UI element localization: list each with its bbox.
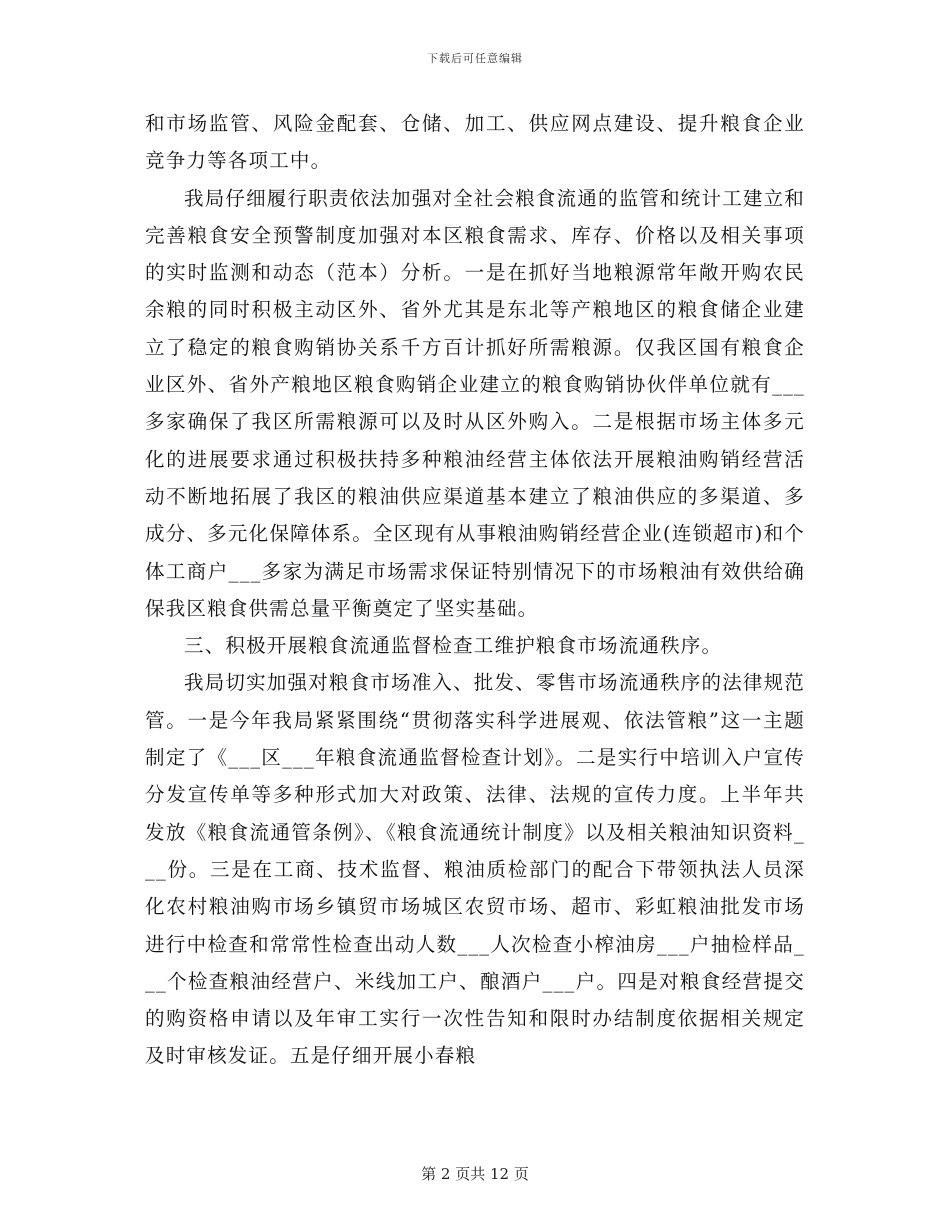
paragraph-continuation: 和市场监管、风险金配套、仓储、加工、供应网点建设、提升粮食企业竞争力等各项工中。 xyxy=(145,112,805,173)
document-body xyxy=(145,105,805,1075)
paragraph-market-regulation: 我局切实加强对粮食市场准入、批发、零售市场流通秩序的法律规范管。一是今年我局紧紧围绕“贯彻落实科学进展观、依法管粮”这一主题制定了《___区___年粮食流通监督检查计划》。二是实行中培训入户宣传分发宣传单等多种形式加大对政策、法律、法规的宣传力度。上半年共发放《粮食流通管条例》、《粮食流通统计制度》以及相关粮油知识资料___份。三是在工商、技术监督、粮油质检部门的配合下带领执法人员深化农村粮油购市场乡镇贸市场城区农贸市场、超市、彩虹粮油批发市场进行中检查和常常性检查出动人数___人次检查小榨油房___户抽检样品___个检查粮油经营户、米线加工户、酿酒户___户。四是对粮食经营提交的购资格申请以及年审工实行一次性告知和限时办结制度依据相关规定及时审核发证。五是仔细开展小春粮 xyxy=(145,671,806,1068)
section-heading-three: 三、积极开展粮食流通监督检查工维护粮食市场流通秩序。 xyxy=(184,634,723,658)
page-header: 下载后可任意编辑 xyxy=(427,52,523,65)
page-number: 第 2 页共 12 页 xyxy=(421,1165,529,1183)
paragraph-grain-monitoring: 我局仔细履行职责依法加强对全社会粮食流通的监管和统计工建立和完善粮食安全预警制度加强对本区粮食需求、库存、价格以及相关事项的实时监测和动态（范本）分析。一是在抓好当地粮源常年敞开购农民余粮的同时积极主动区外、省外尤其是东北等产粮地区的粮食储企业建立了稳定的粮食购销协关系千方百计抓好所需粮源。仅我区国有粮食企业区外、省外产粮地区粮食购销企业建立的粮食购销协伙伴单位就有___多家确保了我区所需粮源可以及时从区外购入。二是根据市场主体多元化的进展要求通过积极扶持多种粮油经营主体依法开展粮油购销经营活动不断地拓展了我区的粮油供应渠道基本建立了粮油供应的多渠道、多成分、多元化保障体系。全区现有从事粮油购销经营企业(连锁超市)和个体工商户___多家为满足市场需求保证特别情况下的市场粮油有效供给确保我区粮食供需总量平衡奠定了坚实基础。 xyxy=(145,186,806,620)
